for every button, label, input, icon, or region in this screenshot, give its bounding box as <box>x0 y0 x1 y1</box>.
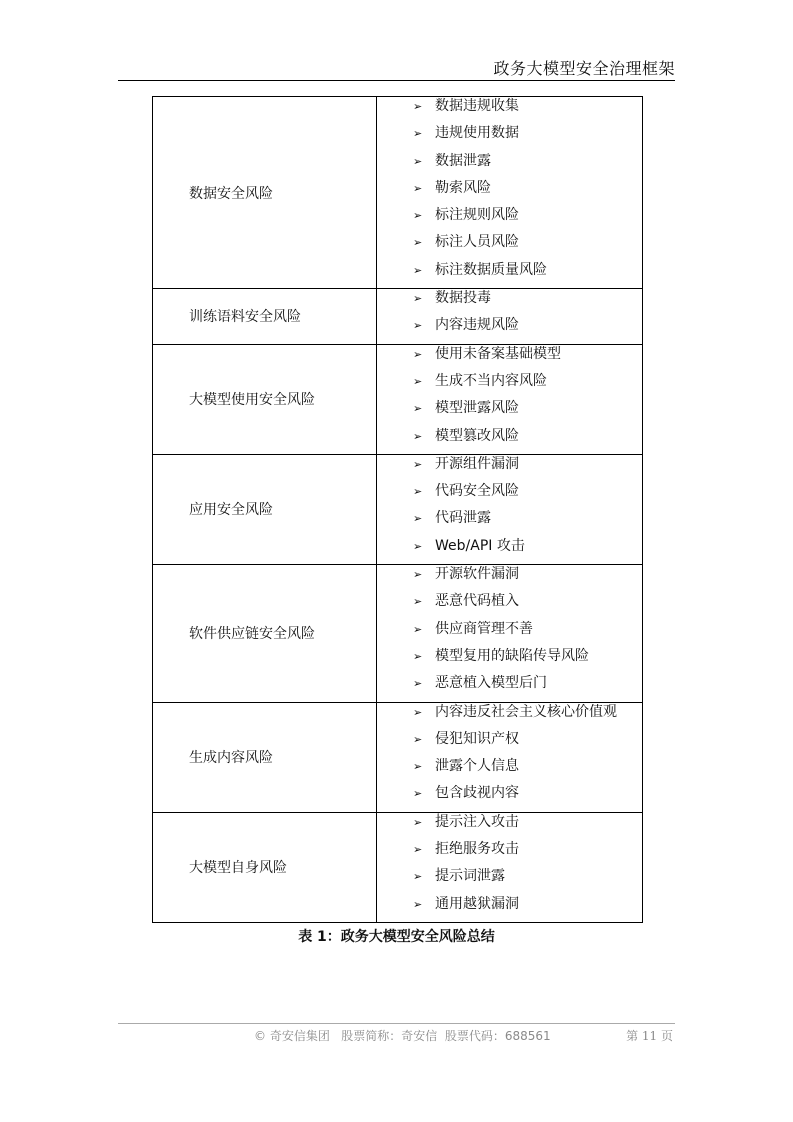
list-item <box>413 206 642 233</box>
table-row <box>153 97 643 289</box>
risk-items-list <box>413 97 642 288</box>
risk-item-text: 数据违规收集 <box>435 98 519 114</box>
table-caption: 表 1：政务大模型安全风险总结 <box>298 929 495 945</box>
list-item <box>413 537 642 564</box>
risk-items-cell <box>377 454 643 564</box>
list-item <box>413 261 642 288</box>
arrow-bullet-icon: ➢ <box>413 209 423 223</box>
arrow-bullet-icon: ➢ <box>413 347 423 361</box>
risk-item-text: 开源组件漏洞 <box>435 455 519 472</box>
list-item <box>413 345 642 372</box>
arrow-bullet-icon: ➢ <box>413 870 423 884</box>
list-item <box>413 620 642 647</box>
arrow-bullet-icon: ➢ <box>413 843 423 857</box>
arrow-bullet-icon: ➢ <box>413 760 423 774</box>
list-item <box>413 372 642 399</box>
risk-item-text: 拒绝服务攻击 <box>435 841 519 858</box>
risk-category-cell: 软件供应链安全风险 <box>153 565 377 702</box>
arrow-bullet-icon: ➢ <box>413 705 423 719</box>
arrow-bullet-icon: ➢ <box>413 154 423 168</box>
arrow-bullet-icon: ➢ <box>413 622 423 636</box>
list-item <box>413 784 642 811</box>
arrow-bullet-icon: ➢ <box>413 815 423 829</box>
risk-item-text: 使用未备案基础模型 <box>435 345 561 362</box>
risk-item-text: 泄露个人信息 <box>435 758 519 775</box>
risk-items-list <box>413 813 642 922</box>
risk-item-text: 提示注入攻击 <box>435 813 519 830</box>
table-row <box>153 344 643 454</box>
risk-item-text: 代码安全风险 <box>435 483 519 500</box>
list-item <box>413 179 642 206</box>
list-item <box>413 482 642 509</box>
list-item <box>413 647 642 674</box>
list-item <box>413 813 642 840</box>
footer-company-info: © 奇安信集团 股票简称：奇安信 股票代码：688561 <box>254 1029 551 1043</box>
risk-item-text: 代码泄露 <box>435 510 491 527</box>
risk-item-text: 通用越狱漏洞 <box>435 895 519 912</box>
risk-items-cell <box>377 565 643 702</box>
list-item <box>413 455 642 482</box>
table-row <box>153 565 643 702</box>
arrow-bullet-icon: ➢ <box>413 100 423 113</box>
list-item <box>413 592 642 619</box>
risk-item-text: 标注规则风险 <box>435 207 519 224</box>
arrow-bullet-icon: ➢ <box>413 319 423 333</box>
arrow-bullet-icon: ➢ <box>413 512 423 526</box>
risk-items-cell <box>377 289 643 345</box>
table-row <box>153 289 643 345</box>
list-item <box>413 674 642 701</box>
risk-item-text: 勒索风险 <box>435 179 491 196</box>
arrow-bullet-icon: ➢ <box>413 568 423 582</box>
arrow-bullet-icon: ➢ <box>413 485 423 499</box>
risk-items-cell <box>377 97 643 289</box>
risk-category-cell: 生成内容风险 <box>153 702 377 812</box>
risk-item-text: 标注人员风险 <box>435 234 519 251</box>
risk-item-text: 模型泄露风险 <box>435 400 519 417</box>
risk-item-text: 侵犯知识产权 <box>435 730 519 747</box>
risk-item-text: 内容违规风险 <box>435 317 519 334</box>
header-divider <box>118 80 675 81</box>
risk-category-cell: 应用安全风险 <box>153 454 377 564</box>
risk-item-text: 模型复用的缺陷传导风险 <box>435 647 589 664</box>
risk-item-text: 数据泄露 <box>435 152 491 169</box>
list-item <box>413 757 642 784</box>
page-number: 第 11 页 <box>626 1029 673 1043</box>
list-item <box>413 730 642 757</box>
arrow-bullet-icon: ➢ <box>413 127 423 141</box>
arrow-bullet-icon: ➢ <box>413 181 423 195</box>
risk-item-text: 包含歧视内容 <box>435 785 519 802</box>
risk-item-text: 恶意植入模型后门 <box>435 675 547 692</box>
list-item <box>413 97 642 124</box>
table-row <box>153 454 643 564</box>
list-item <box>413 316 642 343</box>
arrow-bullet-icon: ➢ <box>413 263 423 277</box>
risk-item-text: 数据投毒 <box>435 290 491 307</box>
risk-items-list <box>413 703 642 812</box>
table-row <box>153 702 643 812</box>
list-item <box>413 867 642 894</box>
list-item <box>413 427 642 454</box>
risk-item-text: 内容违反社会主义核心价值观 <box>435 703 617 720</box>
risk-items-list <box>413 289 642 344</box>
risk-category-cell: 训练语料安全风险 <box>153 289 377 345</box>
arrow-bullet-icon: ➢ <box>413 457 423 471</box>
arrow-bullet-icon: ➢ <box>413 402 423 416</box>
list-item <box>413 703 642 730</box>
arrow-bullet-icon: ➢ <box>413 677 423 691</box>
arrow-bullet-icon: ➢ <box>413 539 423 553</box>
table-row <box>153 812 643 922</box>
risk-item-text: 违规使用数据 <box>435 125 519 142</box>
risk-items-cell <box>377 344 643 454</box>
risk-item-text: 标注数据质量风险 <box>435 261 547 278</box>
arrow-bullet-icon: ➢ <box>413 429 423 443</box>
arrow-bullet-icon: ➢ <box>413 595 423 609</box>
risk-category-cell: 数据安全风险 <box>153 97 377 289</box>
list-item <box>413 840 642 867</box>
arrow-bullet-icon: ➢ <box>413 292 423 306</box>
risk-item-text: 生成不当内容风险 <box>435 372 547 389</box>
risk-item-text: 恶意代码植入 <box>435 593 519 610</box>
list-item <box>413 152 642 179</box>
list-item <box>413 124 642 151</box>
risk-item-text: 开源软件漏洞 <box>435 566 519 583</box>
arrow-bullet-icon: ➢ <box>413 732 423 746</box>
risk-items-cell <box>377 812 643 922</box>
risk-items-list <box>413 455 642 564</box>
risk-items-list <box>413 345 642 454</box>
risk-table-body <box>153 97 643 923</box>
risk-item-text: 供应商管理不善 <box>435 620 533 637</box>
risk-item-text: 提示词泄露 <box>435 868 505 885</box>
risk-category-cell: 大模型使用安全风险 <box>153 344 377 454</box>
risk-item-text: 模型篡改风险 <box>435 427 519 444</box>
list-item <box>413 565 642 592</box>
list-item <box>413 509 642 536</box>
page-header-title: 政务大模型安全治理框架 <box>493 59 675 78</box>
risk-category-cell: 大模型自身风险 <box>153 812 377 922</box>
list-item <box>413 895 642 922</box>
arrow-bullet-icon: ➢ <box>413 374 423 388</box>
arrow-bullet-icon: ➢ <box>413 897 423 911</box>
list-item <box>413 399 642 426</box>
list-item <box>413 289 642 316</box>
risk-items-list <box>413 565 642 701</box>
arrow-bullet-icon: ➢ <box>413 236 423 250</box>
risk-items-cell <box>377 702 643 812</box>
list-item <box>413 233 642 260</box>
footer-divider <box>118 1023 675 1024</box>
risk-summary-table <box>152 96 643 923</box>
arrow-bullet-icon: ➢ <box>413 787 423 801</box>
risk-item-text: Web/API 攻击 <box>435 537 525 554</box>
arrow-bullet-icon: ➢ <box>413 649 423 663</box>
